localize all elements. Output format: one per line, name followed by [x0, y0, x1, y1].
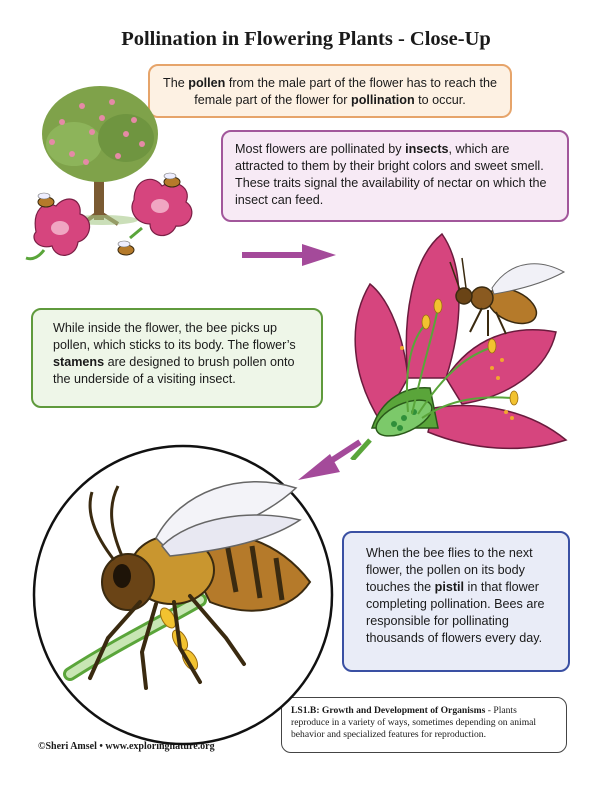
- term-pollen: pollen: [188, 76, 226, 90]
- text: , which are attracted to them by their bright colors and sweet smell. These traits signal the availability of nectar on which the insect can feed.: [235, 142, 547, 207]
- bee-icon: [450, 258, 564, 336]
- bee-closeup-illustration: [30, 442, 336, 748]
- flower-icon: [26, 199, 90, 259]
- text: in that flower completing pollination. Bees are responsible for pollinating thousands of flowers every day.: [366, 580, 545, 645]
- text: When the bee flies to the next flower, the pollen on its body touches the: [366, 546, 533, 594]
- arrow-right-icon: [240, 242, 340, 268]
- term-stamens: stamens: [53, 355, 105, 369]
- bee-icon: [164, 173, 180, 187]
- copyright-footer: ©Sheri Amsel • www.exploringnature.org: [38, 741, 215, 752]
- stamens-info-box: [31, 308, 323, 408]
- text: The: [163, 76, 189, 90]
- text: to occur.: [414, 93, 466, 107]
- bee-icon: [118, 241, 134, 255]
- flower-cross-section-illustration: [342, 228, 576, 460]
- text: from the male part of the flower has to reach the female part of the flower for: [194, 76, 497, 107]
- insects-info-box: [221, 130, 569, 222]
- text: are designed to brush pollen onto the underside of a visiting insect.: [53, 355, 295, 386]
- standard-text: - Plants reproduce in a variety of ways, sometimes depending on animal behavior and specialized features for reproduction.: [291, 705, 537, 740]
- term-insects: insects: [405, 142, 449, 156]
- bee-icon: [38, 193, 54, 207]
- tree-flowers-illustration: [22, 82, 212, 272]
- standard-code: LS1.B: Growth and Development of Organisms: [291, 705, 486, 716]
- term-pistil: pistil: [434, 580, 465, 594]
- text: While inside the flower, the bee picks up pollen, which sticks to its body. The flower’s: [53, 321, 296, 352]
- flower-icon: [130, 179, 192, 238]
- page-title: Pollination in Flowering Plants - Close-Up: [121, 28, 491, 50]
- pistil-info-box: [342, 531, 570, 672]
- term-pollination: pollination: [351, 93, 415, 107]
- text: Most flowers are pollinated by: [235, 142, 406, 156]
